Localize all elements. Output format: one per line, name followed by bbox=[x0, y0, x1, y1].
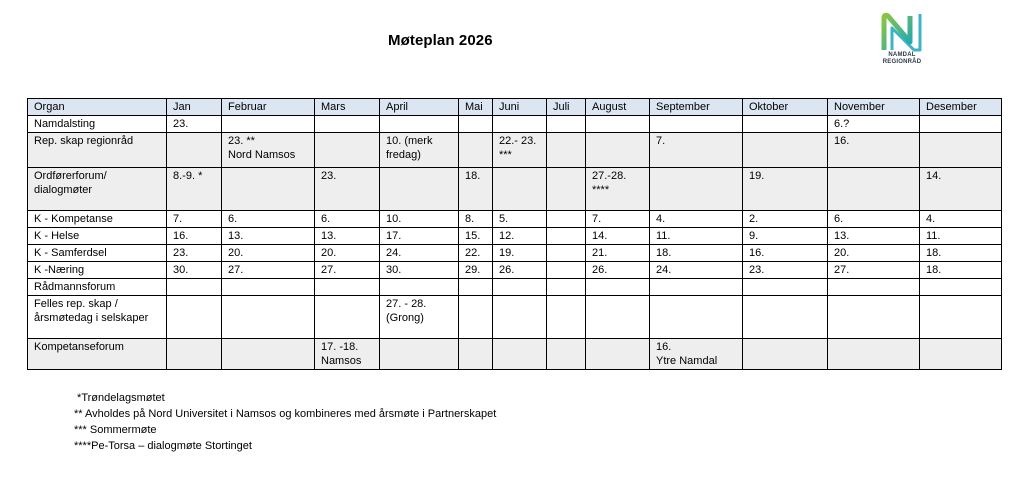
logo-line-2: REGIONRÅD bbox=[882, 59, 922, 65]
schedule-cell: 27. bbox=[222, 262, 315, 279]
schedule-cell: 26. bbox=[493, 262, 547, 279]
schedule-cell bbox=[380, 279, 459, 296]
header-august: August bbox=[586, 99, 650, 116]
schedule-cell: 13. bbox=[828, 228, 920, 245]
schedule-cell bbox=[315, 116, 380, 133]
schedule-cell: 19. bbox=[493, 245, 547, 262]
schedule-cell: 20. bbox=[222, 245, 315, 262]
schedule-cell bbox=[167, 296, 222, 339]
schedule-cell: 19. bbox=[743, 168, 828, 211]
schedule-cell bbox=[586, 279, 650, 296]
schedule-cell bbox=[222, 279, 315, 296]
schedule-cell: 4. bbox=[920, 211, 1002, 228]
header-juni: Juni bbox=[493, 99, 547, 116]
header-jan: Jan bbox=[167, 99, 222, 116]
schedule-cell: 30. bbox=[167, 262, 222, 279]
schedule-cell bbox=[743, 296, 828, 339]
schedule-cell: 6. bbox=[315, 211, 380, 228]
schedule-cell bbox=[222, 296, 315, 339]
table-row bbox=[28, 211, 1002, 228]
schedule-cell: 17. -18. Namsos bbox=[315, 339, 380, 370]
schedule-cell: 13. bbox=[315, 228, 380, 245]
table-row bbox=[28, 279, 1002, 296]
schedule-cell bbox=[167, 133, 222, 168]
schedule-cell: 22.- 23. *** bbox=[493, 133, 547, 168]
schedule-cell bbox=[920, 133, 1002, 168]
row-label: Rep. skap regionråd bbox=[28, 133, 167, 168]
schedule-cell bbox=[920, 339, 1002, 370]
row-label: Felles rep. skap / årsmøtedag i selskaper bbox=[28, 296, 167, 339]
table-row bbox=[28, 339, 1002, 370]
header-oktober: Oktober bbox=[743, 99, 828, 116]
schedule-cell bbox=[380, 168, 459, 211]
schedule-cell: 9. bbox=[743, 228, 828, 245]
schedule-cell bbox=[828, 168, 920, 211]
schedule-cell bbox=[459, 133, 493, 168]
schedule-cell bbox=[222, 339, 315, 370]
schedule-cell bbox=[547, 116, 586, 133]
row-label: K - Samferdsel bbox=[28, 245, 167, 262]
schedule-cell: 27.-28. **** bbox=[586, 168, 650, 211]
meeting-schedule-table bbox=[27, 98, 1002, 370]
schedule-cell bbox=[547, 245, 586, 262]
schedule-cell: 21. bbox=[586, 245, 650, 262]
table-row bbox=[28, 116, 1002, 133]
schedule-cell: 30. bbox=[380, 262, 459, 279]
schedule-cell: 23. bbox=[315, 168, 380, 211]
schedule-cell: 23. bbox=[743, 262, 828, 279]
schedule-cell bbox=[828, 279, 920, 296]
header-november: November bbox=[828, 99, 920, 116]
schedule-cell: 23. bbox=[167, 116, 222, 133]
schedule-cell: 18. bbox=[920, 262, 1002, 279]
schedule-cell: 8.-9. * bbox=[167, 168, 222, 211]
schedule-cell: 14. bbox=[586, 228, 650, 245]
schedule-cell bbox=[828, 296, 920, 339]
schedule-cell bbox=[547, 339, 586, 370]
schedule-cell bbox=[650, 296, 743, 339]
schedule-cell bbox=[547, 228, 586, 245]
schedule-cell: 10. bbox=[380, 211, 459, 228]
schedule-cell: 20. bbox=[315, 245, 380, 262]
row-label: K - Helse bbox=[28, 228, 167, 245]
schedule-cell bbox=[743, 279, 828, 296]
schedule-cell: 24. bbox=[650, 262, 743, 279]
schedule-cell bbox=[459, 116, 493, 133]
schedule-cell bbox=[828, 339, 920, 370]
schedule-cell: 24. bbox=[380, 245, 459, 262]
header-organ: Organ bbox=[28, 99, 167, 116]
schedule-cell bbox=[650, 279, 743, 296]
schedule-cell: 16. Ytre Namdal bbox=[650, 339, 743, 370]
schedule-cell bbox=[650, 116, 743, 133]
logo bbox=[874, 12, 930, 78]
schedule-cell: 7. bbox=[586, 211, 650, 228]
schedule-cell bbox=[547, 168, 586, 211]
schedule-cell bbox=[920, 279, 1002, 296]
header-mars: Mars bbox=[315, 99, 380, 116]
schedule-cell bbox=[920, 116, 1002, 133]
schedule-cell: 27. bbox=[315, 262, 380, 279]
schedule-cell bbox=[650, 168, 743, 211]
schedule-cell: 26. bbox=[586, 262, 650, 279]
schedule-cell bbox=[222, 168, 315, 211]
footnotes bbox=[74, 390, 496, 454]
schedule-cell: 16. bbox=[743, 245, 828, 262]
schedule-cell: 16. bbox=[167, 228, 222, 245]
schedule-cell bbox=[920, 296, 1002, 339]
schedule-cell bbox=[743, 133, 828, 168]
schedule-cell bbox=[743, 339, 828, 370]
schedule-cell bbox=[547, 279, 586, 296]
table-row bbox=[28, 133, 1002, 168]
header-september: September bbox=[650, 99, 743, 116]
footnote: ****Pe-Torsa – dialogmøte Stortinget bbox=[74, 440, 252, 452]
schedule-cell: 27. bbox=[828, 262, 920, 279]
schedule-cell: 10. (merk fredag) bbox=[380, 133, 459, 168]
namdal-logo-icon bbox=[880, 12, 924, 52]
schedule-cell bbox=[315, 296, 380, 339]
schedule-cell: 8. bbox=[459, 211, 493, 228]
schedule-cell: 22. bbox=[459, 245, 493, 262]
schedule-cell: 12. bbox=[493, 228, 547, 245]
header-februar: Februar bbox=[222, 99, 315, 116]
schedule-cell: 27. - 28. (Grong) bbox=[380, 296, 459, 339]
footnote: ** Avholdes på Nord Universitet i Namsos og kombineres med årsmøte i Partnerskapet bbox=[74, 408, 497, 420]
row-label: K -Næring bbox=[28, 262, 167, 279]
schedule-cell bbox=[586, 116, 650, 133]
table-header-row bbox=[28, 99, 1002, 116]
schedule-cell: 17. bbox=[380, 228, 459, 245]
row-label: Kompetanseforum bbox=[28, 339, 167, 370]
header-juli: Juli bbox=[547, 99, 586, 116]
table-row bbox=[28, 262, 1002, 279]
schedule-cell: 16. bbox=[828, 133, 920, 168]
schedule-cell bbox=[586, 296, 650, 339]
schedule-cell bbox=[547, 296, 586, 339]
header-april: April bbox=[380, 99, 459, 116]
row-label: K - Kompetanse bbox=[28, 211, 167, 228]
schedule-cell bbox=[493, 279, 547, 296]
schedule-cell bbox=[380, 339, 459, 370]
table-row bbox=[28, 296, 1002, 339]
footnote: *Trøndelagsmøtet bbox=[74, 392, 165, 404]
schedule-cell bbox=[167, 339, 222, 370]
logo-line-1: NAMDAL bbox=[888, 52, 916, 58]
schedule-cell bbox=[459, 296, 493, 339]
schedule-cell: 23. bbox=[167, 245, 222, 262]
schedule-cell bbox=[380, 116, 459, 133]
schedule-cell bbox=[167, 279, 222, 296]
table-row bbox=[28, 228, 1002, 245]
page-title: Møteplan 2026 bbox=[388, 32, 493, 49]
schedule-cell bbox=[547, 211, 586, 228]
schedule-cell bbox=[493, 296, 547, 339]
schedule-cell: 14. bbox=[920, 168, 1002, 211]
footnote: *** Sommermøte bbox=[74, 424, 157, 436]
schedule-cell: 2. bbox=[743, 211, 828, 228]
schedule-cell: 23. ** Nord Namsos bbox=[222, 133, 315, 168]
row-label: Rådmannsforum bbox=[28, 279, 167, 296]
schedule-cell bbox=[459, 279, 493, 296]
row-label: Namdalsting bbox=[28, 116, 167, 133]
schedule-cell: 20. bbox=[828, 245, 920, 262]
row-label: Ordførerforum/ dialogmøter bbox=[28, 168, 167, 211]
schedule-cell: 18. bbox=[459, 168, 493, 211]
schedule-cell: 7. bbox=[167, 211, 222, 228]
header-desember: Desember bbox=[920, 99, 1002, 116]
schedule-cell bbox=[547, 262, 586, 279]
schedule-cell bbox=[315, 279, 380, 296]
schedule-cell: 15. bbox=[459, 228, 493, 245]
schedule-cell: 4. bbox=[650, 211, 743, 228]
schedule-cell bbox=[493, 116, 547, 133]
schedule-cell bbox=[547, 133, 586, 168]
header-mai: Mai bbox=[459, 99, 493, 116]
schedule-cell bbox=[586, 339, 650, 370]
schedule-cell: 13. bbox=[222, 228, 315, 245]
schedule-cell: 11. bbox=[920, 228, 1002, 245]
schedule-cell: 11. bbox=[650, 228, 743, 245]
schedule-cell bbox=[315, 133, 380, 168]
schedule-cell: 6.? bbox=[828, 116, 920, 133]
schedule-cell bbox=[493, 168, 547, 211]
table-row bbox=[28, 245, 1002, 262]
schedule-cell: 7. bbox=[650, 133, 743, 168]
schedule-cell bbox=[222, 116, 315, 133]
schedule-cell: 29. bbox=[459, 262, 493, 279]
schedule-cell: 6. bbox=[828, 211, 920, 228]
schedule-cell: 5. bbox=[493, 211, 547, 228]
schedule-cell: 6. bbox=[222, 211, 315, 228]
schedule-cell bbox=[743, 116, 828, 133]
schedule-cell bbox=[586, 133, 650, 168]
schedule-cell: 18. bbox=[650, 245, 743, 262]
schedule-cell: 18. bbox=[920, 245, 1002, 262]
schedule-cell bbox=[459, 339, 493, 370]
table-row bbox=[28, 168, 1002, 211]
schedule-cell bbox=[493, 339, 547, 370]
